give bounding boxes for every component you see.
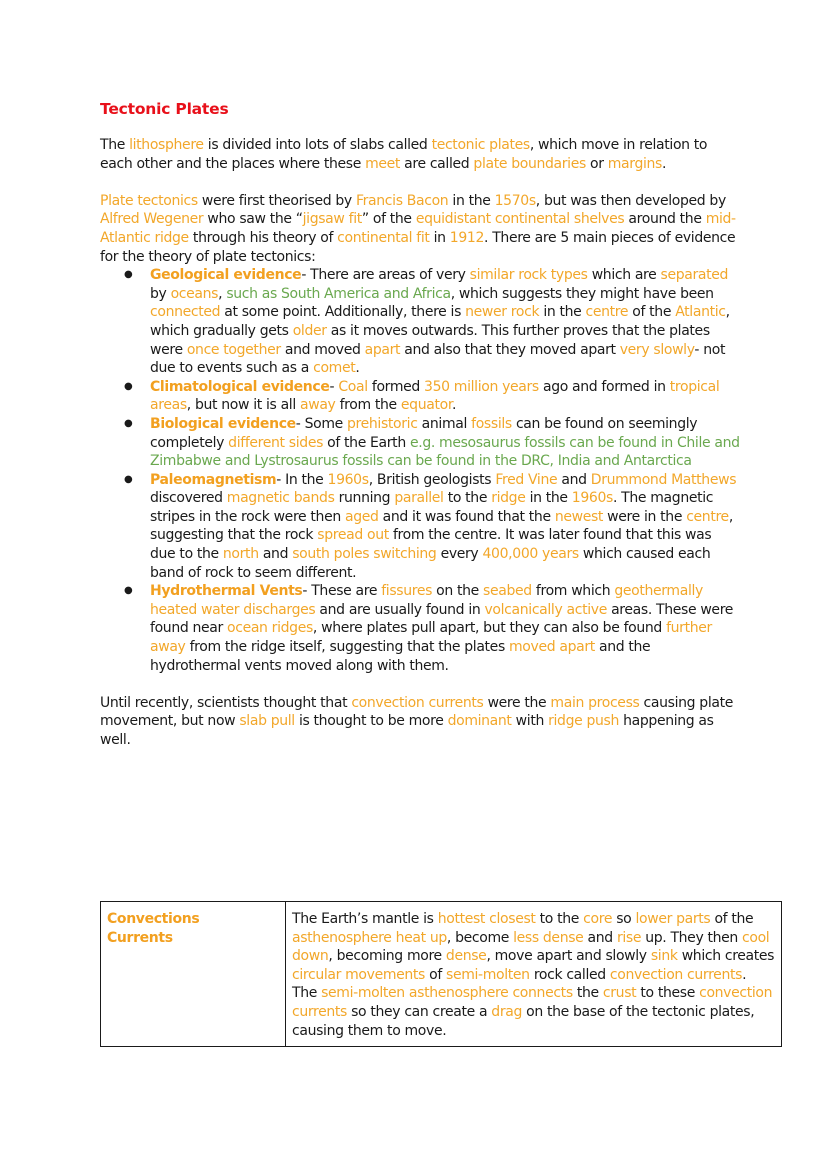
text-run: is divided into lots of slabs called (203, 137, 432, 153)
key-term: south poles switching (292, 546, 437, 563)
key-term: 400,000 years (482, 546, 579, 563)
document-page (100, 100, 740, 768)
key-term: 1570s (494, 192, 536, 209)
text-run: were first theorised by (197, 192, 356, 209)
key-term: tropical areas (150, 378, 720, 414)
key-term: meet (365, 155, 401, 172)
key-term: 1960s (327, 471, 369, 488)
text-run: of the (710, 911, 754, 927)
key-term: margins (607, 155, 662, 172)
text-run: running (334, 490, 395, 507)
text-run: so they can create a (347, 1003, 492, 1020)
key-term: semi-molten (446, 966, 530, 983)
key-term: Climatological evidence (150, 378, 330, 395)
text-run: discovered (150, 490, 227, 507)
key-term: dominant (447, 713, 512, 730)
text-run: and (258, 546, 293, 563)
text-run: , suggesting that the rock (150, 508, 733, 544)
text-run: to these (636, 985, 700, 1002)
key-term: equidistant continental shelves (415, 211, 625, 228)
text-run: formed (367, 378, 425, 395)
text-run: to the (443, 490, 492, 507)
text-run: by (150, 285, 171, 302)
key-term: Biological evidence (150, 415, 296, 432)
text-run: - not due to events such as a (150, 341, 726, 377)
text-run: in the (448, 192, 495, 209)
key-term: Francis Bacon (355, 192, 449, 209)
text-run: , which gradually gets (150, 304, 730, 339)
text-run: up. They then (641, 929, 743, 946)
text-run: at some point. Additionally, there is (220, 304, 466, 321)
text-run: is thought to be more (294, 713, 448, 730)
key-term: very slowly (619, 341, 695, 358)
text-run: . The (292, 966, 747, 1002)
key-term: oceans (170, 285, 219, 302)
text-run: to the (535, 911, 584, 927)
key-term: equator (400, 397, 452, 414)
text-run: in the (525, 490, 572, 507)
text-run: which caused each band of rock to seem different. (150, 546, 711, 581)
text-run: are called (400, 155, 474, 172)
history-paragraph (100, 192, 740, 266)
evidence-list (100, 266, 740, 675)
key-term: 1960s (571, 490, 613, 507)
key-term: tectonic plates (431, 137, 530, 153)
text-run: - (329, 378, 339, 395)
text-run: areas. These were found near (150, 601, 734, 637)
key-term: comet (313, 360, 356, 377)
text-run: , (218, 285, 227, 302)
key-term: asthenosphere heat up (292, 929, 447, 946)
text-run: of (425, 966, 446, 983)
key-term: once together (186, 341, 281, 358)
key-term: crust (602, 985, 637, 1002)
key-term: semi-molten asthenosphere connects (321, 985, 573, 1002)
text-run: who saw the “ (203, 211, 303, 228)
text-run: and (583, 929, 617, 946)
text-run: The Earth’s mantle is (292, 911, 438, 927)
key-term: ridge (491, 490, 526, 507)
key-term: core (583, 911, 613, 927)
key-term: volcanically active (484, 601, 607, 618)
key-term: older (292, 322, 327, 339)
text-run: - Some (295, 415, 348, 432)
key-term: mid-Atlantic ridge (100, 211, 736, 246)
text-run: and the hydrothermal vents moved along with them. (150, 639, 651, 674)
text-run: - These are (302, 583, 382, 600)
key-term: Paleomagnetism (150, 471, 277, 488)
key-term: Drummond Matthews (590, 471, 737, 488)
text-run: through his theory of (188, 229, 338, 246)
text-run: , becoming more (328, 948, 446, 965)
text-run: on the (432, 583, 484, 600)
key-term: 350 million years (424, 378, 539, 395)
key-term: slab pull (239, 713, 295, 730)
text-run: and (557, 471, 591, 488)
example-text: e.g. mesosaurus fossils can be found in Chile and Zimbabwe and Lystrosaurus fossils can be found in the DRC, India and Antarctica (150, 434, 740, 470)
key-term: moved apart (509, 639, 595, 656)
text-run: . The magnetic stripes in the rock were then (150, 490, 714, 525)
text-run: so (612, 911, 636, 927)
page-title: Tectonic Plates (100, 100, 229, 118)
key-term: hottest closest (437, 911, 536, 927)
key-term: lithosphere (129, 137, 204, 153)
example-text: such as South America and Africa (226, 285, 451, 302)
key-term: ocean ridges (227, 620, 313, 637)
text-run: and it was found that the (378, 508, 555, 525)
text-run: around the (624, 211, 706, 228)
key-term: aged (344, 508, 379, 525)
key-term: fissures (381, 583, 433, 600)
key-term: magnetic bands (226, 490, 335, 507)
key-term: geothermally heated water discharges (150, 583, 703, 618)
text-run: , which move in relation to each other and the places where these (100, 137, 708, 172)
key-term: drag (491, 1003, 523, 1020)
intro-paragraph (100, 136, 740, 173)
evidence-item-geological (150, 266, 740, 378)
text-run: in (429, 229, 450, 246)
text-run: . There are 5 main pieces of evidence for the theory of plate tectonics: (100, 229, 736, 265)
text-run: and are usually found in (315, 601, 485, 618)
evidence-item-biological (150, 415, 740, 471)
text-run: , move apart and slowly (486, 948, 651, 965)
key-term: connected (150, 304, 221, 321)
key-term: circular movements (292, 966, 425, 983)
key-term: centre (686, 508, 729, 525)
convection-table (100, 901, 782, 1047)
key-term: convection currents (351, 694, 484, 711)
evidence-item-climatological (150, 378, 740, 415)
key-term: convection currents (609, 966, 743, 983)
table-heading-line2: Currents (107, 929, 173, 946)
key-term: spread out (317, 527, 389, 544)
text-run: , where plates pull apart, but they can also be found (312, 620, 667, 637)
key-term: Plate tectonics (100, 192, 198, 209)
text-run: ” of the (361, 211, 416, 228)
text-run: happening as well. (100, 713, 714, 748)
text-run: ago and formed in (538, 378, 670, 395)
key-term: less dense (513, 929, 584, 946)
text-run: . (451, 397, 457, 414)
text-run: as it moves outwards. This further proves that the plates were (150, 322, 710, 358)
text-run: from the (335, 397, 401, 414)
text-run: were in the (603, 508, 687, 525)
text-run: were the (483, 694, 551, 711)
key-term: similar rock types (469, 267, 588, 284)
text-run: of the (628, 304, 676, 321)
key-term: seabed (483, 583, 532, 600)
table-heading-cell (101, 902, 286, 1047)
key-term: prehistoric (347, 415, 418, 432)
key-term: further away (150, 620, 712, 656)
key-term: 1912 (449, 229, 485, 246)
key-term: Fred Vine (495, 471, 558, 488)
key-term: Hydrothermal Vents (150, 583, 303, 600)
key-term: jigsaw fit (302, 211, 362, 228)
key-term: rise (616, 929, 642, 946)
key-term: newer rock (465, 304, 540, 321)
key-term: apart (364, 341, 401, 358)
key-term: newest (554, 508, 604, 525)
text-run: or (585, 155, 608, 172)
key-term: centre (585, 304, 629, 321)
key-term: separated (660, 267, 729, 284)
key-term: Alfred Wegener (100, 211, 204, 228)
text-run: which are (587, 267, 661, 284)
text-run: , but now it is all (186, 397, 300, 414)
text-run: in the (539, 304, 586, 321)
text-run: causing plate movement, but now (100, 694, 734, 730)
key-term: continental fit (337, 229, 430, 246)
text-run: with (511, 713, 549, 730)
text-run: the (572, 985, 603, 1002)
key-term: away (299, 397, 336, 414)
text-run: from which (531, 583, 615, 600)
text-run: . (662, 155, 667, 172)
text-run: animal (417, 415, 472, 432)
key-term: plate boundaries (473, 155, 586, 172)
text-run: and moved (280, 341, 365, 358)
key-term: Coal (338, 378, 368, 395)
text-run: , but was then developed by (535, 192, 726, 209)
key-term: Geological evidence (150, 267, 302, 284)
key-term: north (222, 546, 259, 563)
text-run: , which suggests they might have been (450, 285, 714, 302)
text-run: Until recently, scientists thought that (100, 694, 352, 711)
evidence-item-paleomagnetism (150, 471, 740, 583)
text-run: from the ridge itself, suggesting that the plates (185, 639, 509, 656)
text-run: from the centre. It was later found that this was due to the (150, 527, 712, 563)
table-row (101, 902, 782, 1047)
text-run: , become (446, 929, 514, 946)
text-run: - There are areas of very (301, 267, 470, 284)
table-heading-line1: Convections (107, 911, 200, 927)
table-body-cell (286, 902, 782, 1047)
key-term: ridge push (548, 713, 620, 730)
text-run: which creates (677, 948, 775, 965)
key-term: Atlantic (675, 304, 726, 321)
text-run: - In the (276, 471, 328, 488)
text-run: rock called (529, 966, 610, 983)
text-run: , British geologists (368, 471, 496, 488)
key-term: dense (445, 948, 487, 965)
text-run: on the base of the tectonic plates, causing them to move. (292, 1003, 755, 1039)
text-run: every (436, 546, 483, 563)
key-term: sink (650, 948, 678, 965)
evidence-item-hydrothermal (150, 582, 740, 675)
text-run: The (100, 137, 130, 153)
text-run: can be found on seemingly completely (150, 415, 698, 451)
key-term: cool down (292, 929, 770, 965)
key-term: lower parts (635, 911, 711, 927)
text-run: of the Earth (323, 434, 410, 451)
text-run: . (355, 360, 360, 377)
key-term: fossils (471, 415, 512, 432)
key-term: convection currents (292, 985, 773, 1020)
text-run: and also that they moved apart (400, 341, 620, 358)
key-term: parallel (394, 490, 444, 507)
key-term: main process (550, 694, 640, 711)
key-term: different sides (228, 434, 324, 451)
recent-paragraph (100, 694, 740, 750)
